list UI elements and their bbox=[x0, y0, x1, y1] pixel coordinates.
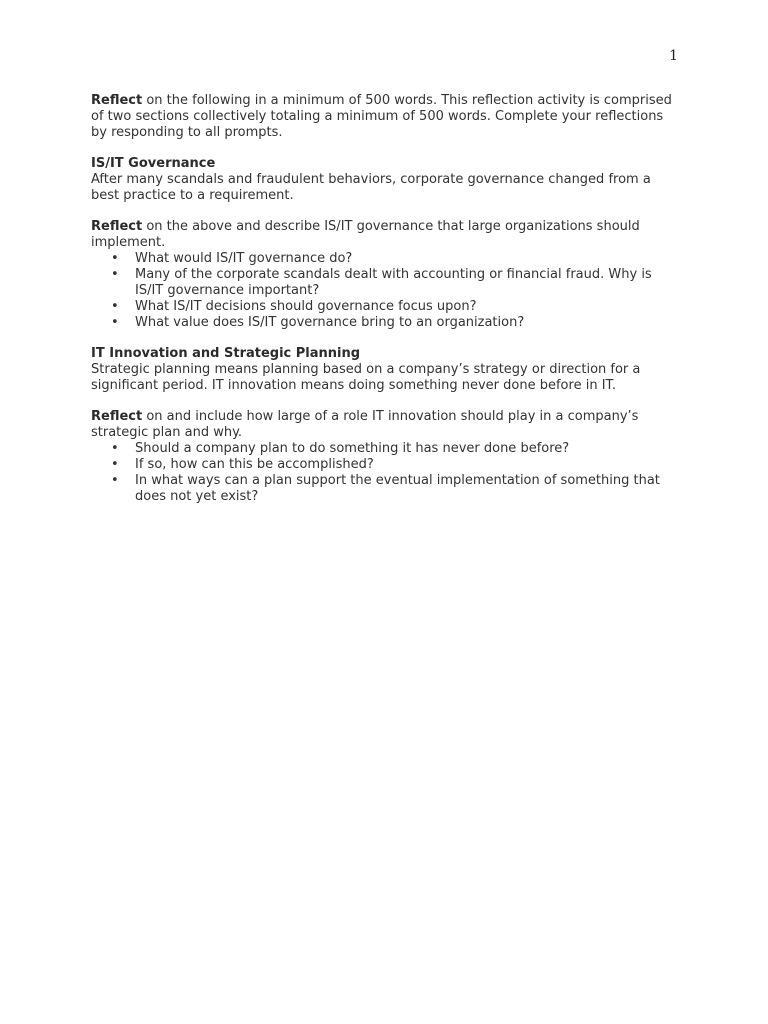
bullet-icon: • bbox=[111, 299, 119, 314]
section2-prompt bbox=[91, 409, 681, 441]
section2-body: Strategic planning means planning based on a company’s strategy or direction for a significant period. IT innovation means doing something never done before in IT. bbox=[91, 362, 641, 393]
list-item bbox=[111, 473, 681, 505]
list-item-text: What would IS/IT governance do? bbox=[135, 251, 353, 266]
section2-prompt-text: on and include how large of a role IT innovation should play in a company’s strategic plan and why. bbox=[91, 409, 639, 440]
list-item bbox=[111, 251, 681, 267]
page-number: 1 bbox=[669, 48, 678, 64]
section1-heading-text: IS/IT Governance bbox=[91, 156, 216, 171]
intro-paragraph bbox=[91, 93, 681, 141]
list-item-text: What value does IS/IT governance bring to an organization? bbox=[135, 315, 525, 330]
list-item bbox=[111, 457, 681, 473]
spacer bbox=[91, 394, 681, 409]
list-item bbox=[111, 441, 681, 457]
list-item bbox=[111, 315, 681, 331]
section2-bullet-list bbox=[91, 441, 681, 505]
section2-heading-text: IT Innovation and Strategic Planning bbox=[91, 346, 361, 361]
list-item bbox=[111, 299, 681, 315]
intro-text: on the following in a minimum of 500 words. This reflection activity is comprised of two sections collectively totaling a minimum of 500 words. Complete your reflections by responding to all prompts. bbox=[91, 93, 672, 140]
list-item-text: If so, how can this be accomplished? bbox=[135, 457, 374, 472]
section1-prompt-text: on the above and describe IS/IT governance that large organizations should implement. bbox=[91, 219, 640, 250]
section1-body: After many scandals and fraudulent behaviors, corporate governance changed from a best practice to a requirement. bbox=[91, 172, 651, 203]
list-item-text: Many of the corporate scandals dealt with accounting or financial fraud. Why is IS/IT governance important? bbox=[135, 267, 652, 298]
bullet-icon: • bbox=[111, 441, 119, 456]
spacer bbox=[91, 331, 681, 346]
intro-lead: Reflect bbox=[91, 93, 143, 108]
document-body bbox=[91, 93, 681, 505]
list-item bbox=[111, 267, 681, 299]
bullet-icon: • bbox=[111, 315, 119, 330]
section1-prompt-lead: Reflect bbox=[91, 219, 143, 234]
list-item-text: What IS/IT decisions should governance focus upon? bbox=[135, 299, 477, 314]
bullet-icon: • bbox=[111, 267, 119, 282]
spacer bbox=[91, 141, 681, 156]
bullet-icon: • bbox=[111, 473, 119, 488]
section1-heading bbox=[91, 156, 681, 172]
bullet-icon: • bbox=[111, 251, 119, 266]
list-item-text: Should a company plan to do something it has never done before? bbox=[135, 441, 570, 456]
section1-prompt bbox=[91, 219, 681, 251]
list-item-text: In what ways can a plan support the eventual implementation of something that does not yet exist? bbox=[135, 473, 660, 504]
spacer bbox=[91, 204, 681, 219]
bullet-icon: • bbox=[111, 457, 119, 472]
section2-prompt-lead: Reflect bbox=[91, 409, 143, 424]
section1-bullet-list bbox=[91, 251, 681, 331]
section2-heading bbox=[91, 346, 681, 362]
